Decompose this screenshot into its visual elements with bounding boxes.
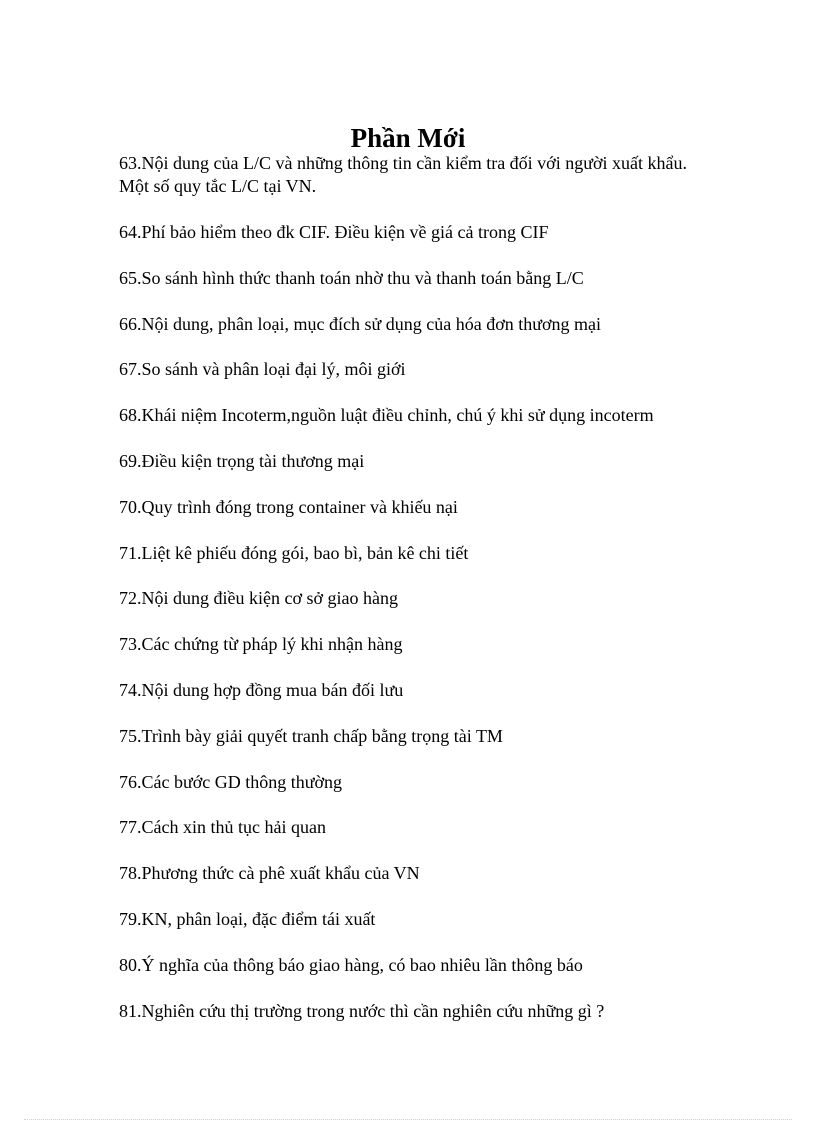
question-item: 65.So sánh hình thức thanh toán nhờ thu và thanh toán bằng L/C: [119, 267, 584, 288]
question-item: 76.Các bước GD thông thường: [119, 771, 343, 792]
question-item: 66.Nội dung, phân loại, mục đích sử dụng của hóa đơn thương mại: [119, 313, 601, 334]
question-item: 73.Các chứng từ pháp lý khi nhận hàng: [119, 634, 403, 655]
question-list: [119, 152, 699, 1045]
page-bottom-divider: [24, 1119, 792, 1120]
question-item: 79.KN, phân loại, đặc điểm tái xuất: [119, 908, 376, 929]
question-item: 67.So sánh và phân loại đại lý, môi giới: [119, 359, 406, 380]
question-item: 63.Nội dung của L/C và những thông tin cần kiểm tra đối với người xuất khẩu. Một số quy tắc L/C tại VN.: [119, 153, 687, 196]
question-item: 68.Khái niệm Incoterm,nguồn luật điều chỉnh, chú ý khi sử dụng incoterm: [119, 405, 654, 426]
question-item: 69.Điều kiện trọng tài thương mại: [119, 450, 365, 471]
question-item: 78.Phương thức cà phê xuất khẩu của VN: [119, 863, 420, 884]
question-item: 70.Quy trình đóng trong container và khiếu nại: [119, 496, 458, 517]
question-item: 80.Ý nghĩa của thông báo giao hàng, có bao nhiêu lần thông báo: [119, 954, 583, 975]
question-item: 64.Phí bảo hiểm theo đk CIF. Điều kiện về giá cả trong CIF: [119, 222, 549, 242]
question-item: 71.Liệt kê phiếu đóng gói, bao bì, bản kê chi tiết: [119, 542, 469, 563]
question-item: 75.Trình bày giải quyết tranh chấp bằng trọng tài TM: [119, 725, 503, 746]
question-item: 81.Nghiên cứu thị trường trong nước thì cần nghiên cứu những gì ?: [119, 1000, 605, 1021]
question-item: 72.Nội dung điều kiện cơ sở giao hàng: [119, 588, 398, 609]
question-item: 74.Nội dung hợp đồng mua bán đối lưu: [119, 679, 404, 700]
page-title: Phần Mới: [350, 123, 466, 154]
question-item: 77.Cách xin thủ tục hải quan: [119, 817, 326, 838]
